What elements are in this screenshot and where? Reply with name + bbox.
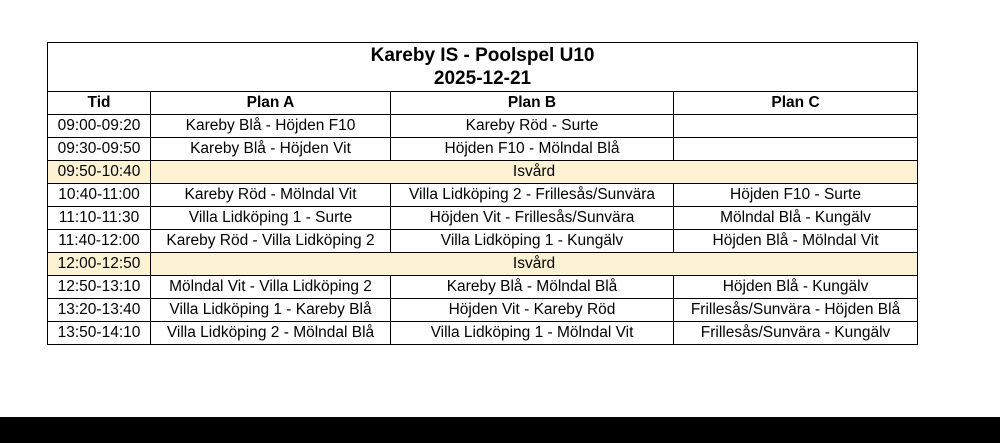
break-cell: Isvård [151,253,918,276]
header-row [48,92,918,115]
time-cell: 10:40-11:00 [48,184,151,207]
match-cell-plan-b: Villa Lidköping 1 - Kungälv [391,230,674,253]
match-cell-plan-a: Villa Lidköping 2 - Mölndal Blå [151,322,391,345]
time-cell: 11:40-12:00 [48,230,151,253]
match-cell-plan-b: Villa Lidköping 2 - Frillesås/Sunvära [391,184,674,207]
match-cell-plan-c: Frillesås/Sunvära - Höjden Blå [674,299,918,322]
match-cell-plan-b: Kareby Blå - Mölndal Blå [391,276,674,299]
match-cell-plan-c: Höjden Blå - Mölndal Vit [674,230,918,253]
match-cell-plan-c: Höjden Blå - Kungälv [674,276,918,299]
match-cell-plan-a: Mölndal Vit - Villa Lidköping 2 [151,276,391,299]
match-row [48,184,918,207]
header-plan-b: Plan B [391,92,674,115]
break-row [48,253,918,276]
match-row [48,276,918,299]
match-cell-plan-b: Kareby Röd - Surte [391,115,674,138]
match-cell-plan-a: Kareby Röd - Mölndal Vit [151,184,391,207]
match-cell-plan-a: Villa Lidköping 1 - Surte [151,207,391,230]
schedule-date: 2025-12-21 [433,68,532,89]
time-cell: 13:50-14:10 [48,322,151,345]
bottom-bar [0,417,1000,443]
time-cell: 09:30-09:50 [48,138,151,161]
match-row [48,299,918,322]
time-cell: 11:10-11:30 [48,207,151,230]
schedule-table [47,42,918,345]
match-cell-plan-a: Kareby Blå - Höjden F10 [151,115,391,138]
title-cell [48,43,918,92]
match-cell-plan-a: Villa Lidköping 1 - Kareby Blå [151,299,391,322]
break-row [48,161,918,184]
header-plan-a: Plan A [151,92,391,115]
match-row [48,230,918,253]
title-row [48,43,918,92]
header-time: Tid [48,92,151,115]
match-cell-plan-a: Kareby Blå - Höjden Vit [151,138,391,161]
match-cell-plan-b: Höjden Vit - Kareby Röd [391,299,674,322]
match-cell-plan-a: Kareby Röd - Villa Lidköping 2 [151,230,391,253]
header-plan-c: Plan C [674,92,918,115]
match-row [48,138,918,161]
time-cell: 12:50-13:10 [48,276,151,299]
schedule-title: Kareby IS - Poolspel U10 [370,45,595,66]
match-row [48,207,918,230]
match-cell-plan-c [674,115,918,138]
match-cell-plan-c [674,138,918,161]
match-cell-plan-b: Höjden Vit - Frillesås/Sunvära [391,207,674,230]
match-cell-plan-c: Frillesås/Sunvära - Kungälv [674,322,918,345]
match-cell-plan-c: Mölndal Blå - Kungälv [674,207,918,230]
match-cell-plan-c: Höjden F10 - Surte [674,184,918,207]
time-cell: 13:20-13:40 [48,299,151,322]
match-row [48,322,918,345]
match-cell-plan-b: Höjden F10 - Mölndal Blå [391,138,674,161]
time-cell: 09:00-09:20 [48,115,151,138]
break-cell: Isvård [151,161,918,184]
time-cell: 09:50-10:40 [48,161,151,184]
match-row [48,115,918,138]
time-cell: 12:00-12:50 [48,253,151,276]
match-cell-plan-b: Villa Lidköping 1 - Mölndal Vit [391,322,674,345]
